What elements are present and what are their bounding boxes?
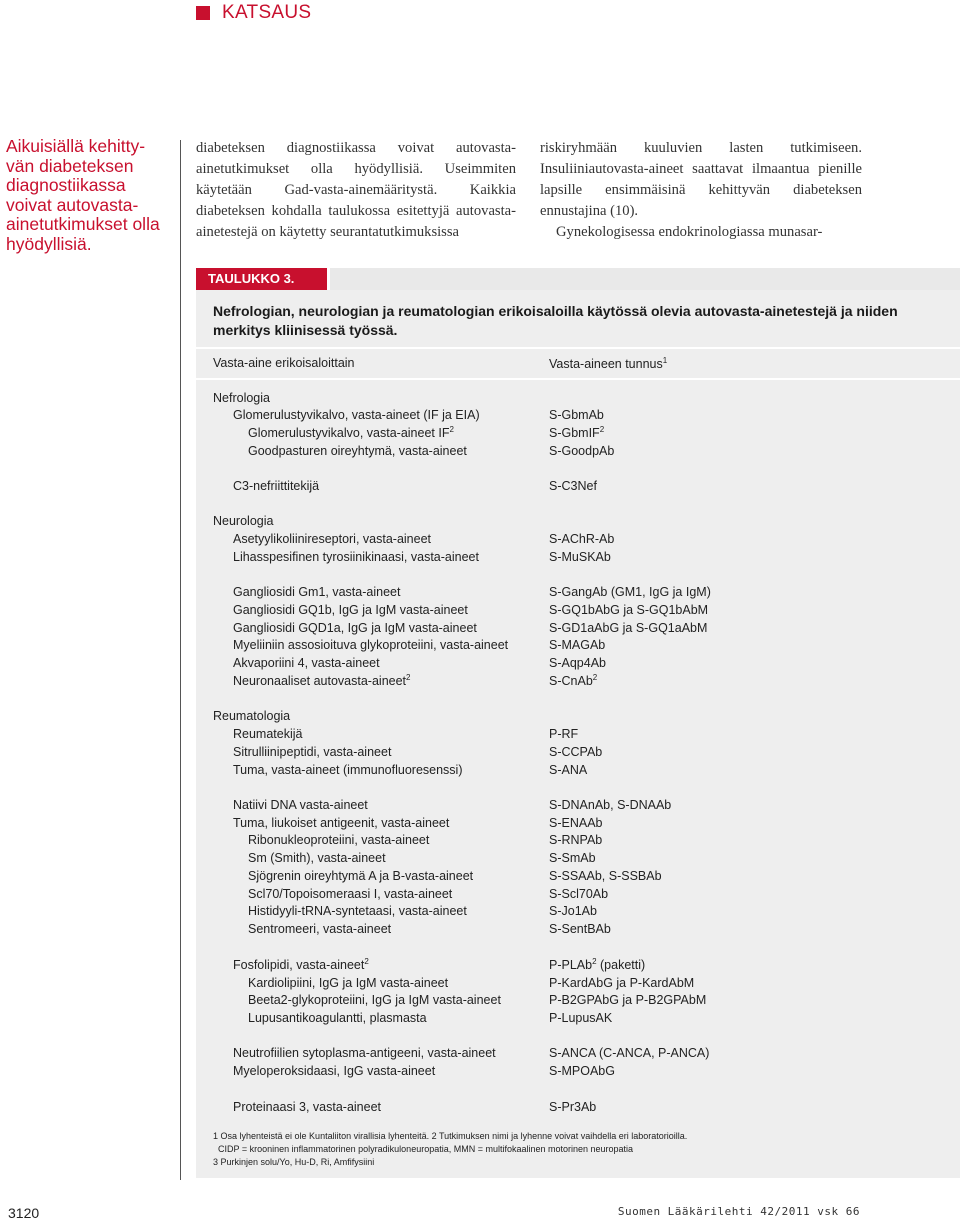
table-cell-antibody [248,992,501,1008]
cell-text: Glomerulustyvikalvo, vasta-aineet (IF ja EIA) [233,408,480,422]
cell-text: Kardiolipiini, IgG ja IgM vasta-aineet [248,976,449,990]
table-cell-antibody [248,975,448,991]
table-cell-code [549,762,587,778]
cell-text: P-KardAbG ja P-KardAbM [549,976,695,990]
cell-text: C3-nefriittitekijä [233,479,320,493]
footnote-marker: 2 [406,672,411,682]
cell-text: S-GoodpAb [549,444,615,458]
journal-footer: Suomen Lääkärilehti 42/2011 vsk 66 [617,1205,860,1218]
table-cell-code [549,478,597,494]
cell-text: P-PLAb [549,958,593,972]
table-cell-antibody [248,443,467,459]
cell-text: Scl70/Topoisomeraasi I, vasta-aineet [248,887,453,901]
table-cell-antibody [248,868,473,884]
cell-text: S-ENAAb [549,816,603,830]
cell-text: S-GangAb (GM1, IgG ja IgM) [549,585,711,599]
table-cell-code [549,850,596,866]
cell-text: Ribonukleoproteiini, vasta-aineet [248,833,430,847]
table-cell-antibody [233,815,449,831]
table-cell-antibody [233,673,410,689]
cell-text: S-GD1aAbG ja S-GQ1aAbM [549,621,708,635]
table-header-right-text: Vasta-aineen tunnus [549,357,663,372]
cell-text: S-Aqp4Ab [549,656,606,670]
cell-text: Neurologia [213,514,274,528]
cell-text: Myeloperoksidaasi, IgG vasta-aineet [233,1064,436,1078]
table-cell-code [549,443,614,459]
footnote-marker: 2 [364,956,369,966]
cell-text: S-MAGAb [549,638,606,652]
table-cell-code [549,1010,612,1026]
cell-text: P-LupusAK [549,1011,613,1025]
table-cell-antibody [233,620,477,636]
table-cell-code [549,407,604,423]
table-cell-antibody [248,1010,427,1026]
table-cell-code [549,975,694,991]
table-cell-antibody [233,1063,435,1079]
table-cell-code [549,584,711,600]
cell-text: P-B2GPAbG ja P-B2GPAbM [549,993,707,1007]
table-cell-antibody [233,407,480,423]
cell-text: S-ANA [549,763,588,777]
pull-quote: Aikuisiällä kehitty- vän diabeteksen diagnostiikassa voivat autovasta-ainetutkimukset olla hyödyllisiä. [6,136,160,254]
body-column-2 [540,138,862,243]
cell-text: Sentromeeri, vasta-aineet [248,922,392,936]
cell-text: Neutrofiilien sytoplasma-antigeeni, vasta-aineet [233,1046,496,1060]
footnote-marker: 2 [599,424,605,434]
table-label-bar [330,268,960,290]
cell-text: Proteinaasi 3, vasta-aineet [233,1100,382,1114]
cell-text: S-SentBAb [549,922,611,936]
table-cell-code [549,531,614,547]
body-paragraph: Gynekologisessa endokrinologiassa munasar- [556,224,823,240]
cell-text: S-MPOAbG [549,1064,615,1078]
cell-text: S-GbmAb [549,408,604,422]
cell-text: Sm (Smith), vasta-aineet [248,851,386,865]
table-cell-code [549,549,611,565]
cell-text: S-ANCA (C-ANCA, P-ANCA) [549,1046,710,1060]
table-cell-antibody [233,726,302,742]
table-cell-antibody [233,797,368,813]
cell-text: Sitrulliinipeptidi, vasta-aineet [233,745,392,759]
section-marker-icon [196,6,210,20]
table-cell-antibody [248,886,452,902]
cell-text: Reumatologia [213,709,291,723]
footnote-marker: 2 [449,424,454,434]
table-cell-code [549,815,603,831]
cell-text: S-SSAAb, S-SSBAb [549,869,662,883]
cell-text: S-CnAb [549,674,593,688]
cell-text: Glomerulustyvikalvo, vasta-aineet IF [248,426,450,440]
cell-text: Lupusantikoagulantti, plasmasta [248,1011,427,1025]
cell-text: P-RF [549,727,579,741]
table-cell-code [549,655,606,671]
cell-text: Asetyylikoliinireseptori, vasta-aineet [233,532,432,546]
table-title: Nefrologian, neurologian ja reumatologian erikoisaloilla käytössä olevia autovasta-ainetestejä ja niiden merkitys kliinisessä työssä. [213,303,898,338]
body-column-1: diabeteksen diagnostiikassa voivat autovasta-ainetutkimukset olla hyödyllisiä. Useimmiten käytetään Gad-vasta-ainemääritystä. Kaikkia diabeteksen kohdalla taulukossa esitettyjä autovasta-ainetestejä on käytetty seurantatutkimuksissa [196,140,516,240]
cell-text: S-SmAb [549,851,596,865]
table-cell-code [549,602,708,618]
footnote-marker: 2 [592,672,598,682]
table-cell-antibody [233,744,391,760]
table-group-heading [213,708,290,724]
cell-text: Natiivi DNA vasta-aineet [233,798,368,812]
table-cell-code [549,868,662,884]
table-cell-antibody [233,549,479,565]
cell-text: Sjögrenin oireyhtymä A ja B-vasta-aineet [248,869,474,883]
cell-text: Lihasspesifinen tyrosiinikinaasi, vasta-aineet [233,550,479,564]
table-cell-code [549,832,602,848]
cell-text: Tuma, liukoiset antigeenit, vasta-aineet [233,816,450,830]
cell-text: S-AChR-Ab [549,532,615,546]
table-cell-code [549,1063,615,1079]
table-group-heading [213,390,270,406]
table-header-left: Vasta-aine erikoisaloittain [213,356,355,370]
table-cell-antibody [233,762,463,778]
table-label: TAULUKKO 3. [196,268,327,290]
table-cell-antibody [233,1099,381,1115]
cell-text: Reumatekijä [233,727,303,741]
cell-text: S-RNPAb [549,833,603,847]
cell-text: Myeliiniin assosioituva glykoproteiini, vasta-aineet [233,638,509,652]
footnote-marker: 1 [662,356,668,365]
table-cell-antibody [248,425,454,441]
cell-text: S-Scl70Ab [549,887,609,901]
cell-text: Goodpasturen oireyhtymä, vasta-aineet [248,444,467,458]
table-cell-code [549,992,706,1008]
table-group-heading [213,513,273,529]
table-cell-code [549,921,611,937]
body-paragraph: riskiryhmään kuuluvien lasten tutkimiseen. Insuliiniautovasta-aineet saattavat ilmaantua pienille lapsille ensimmäisinä kehittyvän diabeteksen ennustajina (10). [540,140,862,219]
table-cell-antibody [248,921,391,937]
cell-text: S-CCPAb [549,745,603,759]
table-cell-antibody [233,655,380,671]
cell-text: (paketti) [596,958,646,972]
cell-text: Beeta2-glykoproteiini, IgG ja IgM vasta-aineet [248,993,501,1007]
column-divider [180,140,181,1180]
table-header-rule [196,378,960,380]
cell-text: Neuronaaliset autovasta-aineet [233,674,407,688]
cell-text: Histidyyli-tRNA-syntetaasi, vasta-aineet [248,904,467,918]
cell-text: Gangliosidi GQ1b, IgG ja IgM vasta-aineet [233,603,468,617]
footnote-marker: 2 [592,956,597,966]
cell-text: S-MuSKAb [549,550,611,564]
cell-text: Tuma, vasta-aineet (immunofluoresenssi) [233,763,463,777]
table-cell-code [549,673,597,689]
table-cell-code [549,903,597,919]
table-cell-antibody [233,584,400,600]
table-cell-antibody [248,903,467,919]
table-cell-antibody [248,850,386,866]
table-cell-code [549,1045,709,1061]
table-cell-code [549,957,645,973]
table-cell-antibody [233,637,508,653]
page-number: 3120 [8,1205,40,1221]
cell-text: S-DNAnAb, S-DNAAb [549,798,672,812]
table-cell-code [549,1099,596,1115]
table-cell-code [549,620,707,636]
cell-text: S-Pr3Ab [549,1100,597,1114]
cell-text: Nefrologia [213,391,270,405]
table-cell-antibody [233,1045,496,1061]
table-cell-antibody [233,602,468,618]
table-cell-antibody [233,531,431,547]
table-cell-code [549,797,671,813]
table-cell-antibody [248,832,429,848]
cell-text: Gangliosidi Gm1, vasta-aineet [233,585,401,599]
table-cell-code [549,744,602,760]
cell-text: S-Jo1Ab [549,904,597,918]
table-footnote: 3 Purkinjen solu/Yo, Hu-D, Ri, Amfifysiini [213,1157,375,1167]
cell-text: Fosfolipidi, vasta-aineet [233,958,365,972]
cell-text: Gangliosidi GQD1a, IgG ja IgM vasta-aineet [233,621,477,635]
cell-text: S-C3Nef [549,479,597,493]
table-footnote: CIDP = krooninen inflammatorinen polyradikuloneuropatia, MMN = multifokaalinen motorinen neuropatia [218,1144,634,1154]
cell-text: Akvaporiini 4, vasta-aineet [233,656,380,670]
table-cell-code [549,726,578,742]
table-cell-code [549,886,608,902]
section-label: KATSAUS [222,2,312,23]
cell-text: S-GQ1bAbG ja S-GQ1bAbM [549,603,709,617]
table-cell-code [549,425,604,441]
table-cell-antibody [233,478,319,494]
cell-text: S-GbmIF [549,426,600,440]
table-header-right [549,356,667,371]
table-header-rule [196,347,960,349]
table-footnote: 1 Osa lyhenteistä ei ole Kuntaliiton virallisia lyhenteitä. 2 Tutkimuksen nimi ja lyhenne voivat vaihdella eri laboratorioilla. [213,1131,688,1141]
table-cell-code [549,637,605,653]
table-cell-antibody [233,957,369,973]
